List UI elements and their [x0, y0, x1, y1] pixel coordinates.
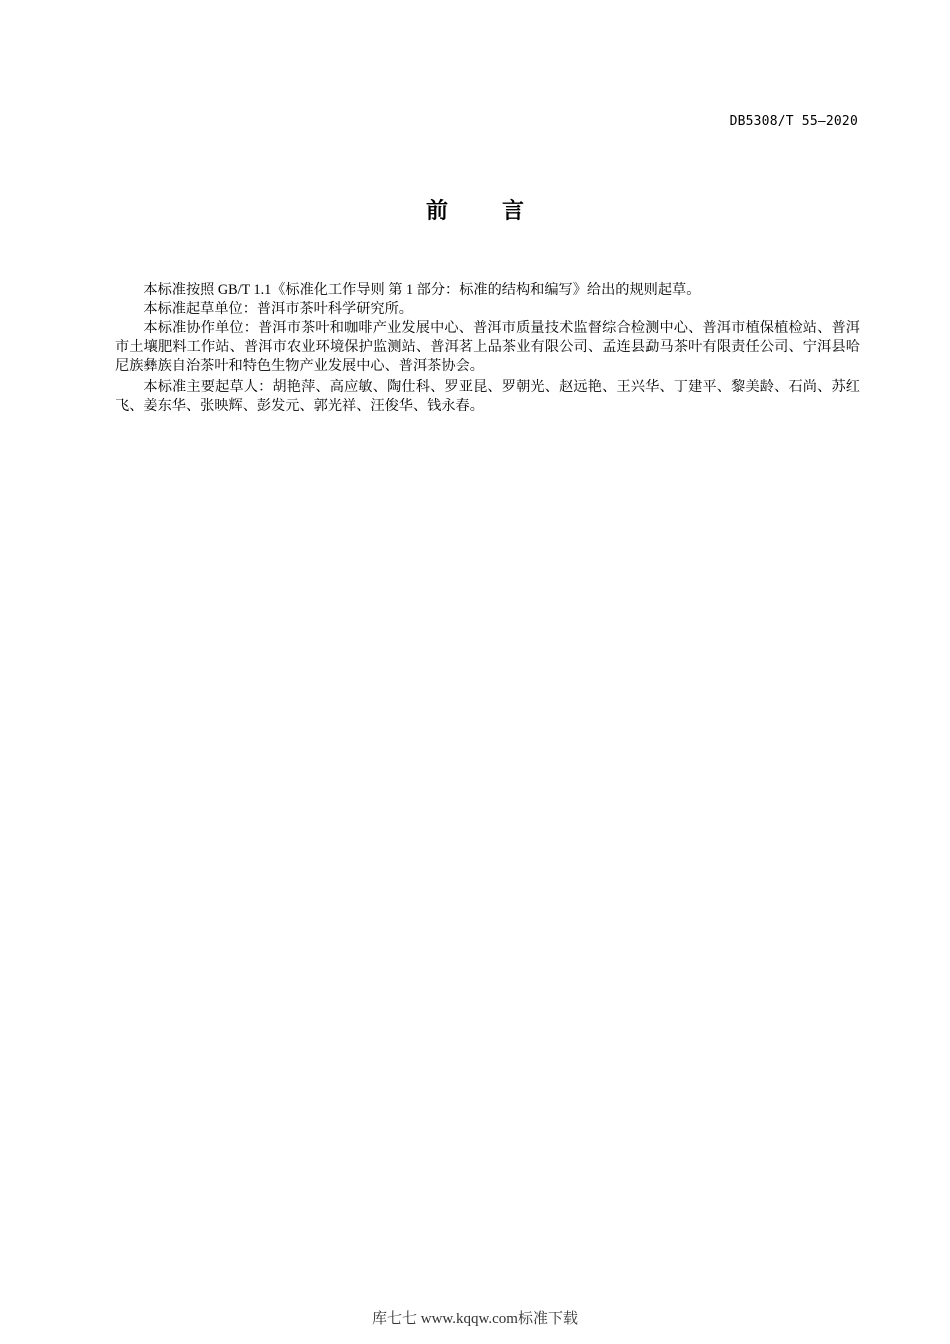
- paragraph-drafters: 本标准主要起草人：胡艳萍、高应敏、陶仕科、罗亚昆、罗朝光、赵远艳、王兴华、丁建平、黎美龄、石尚、苏红飞、姜东华、张映辉、彭发元、郭光祥、汪俊华、钱永春。: [115, 379, 860, 414]
- footer-watermark: 库七七 www.kqqw.com标准下载: [372, 1311, 578, 1327]
- foreword-body: [115, 281, 860, 418]
- paragraph-drafting-rules: 本标准按照 GB/T 1.1《标准化工作导则 第 1 部分：标准的结构和编写》给出的规则起草。: [143, 282, 701, 298]
- document-code: DB5308/T 55—2020: [729, 114, 858, 129]
- page-title: 前言: [425, 199, 578, 224]
- paragraph-cooperating-units: 本标准协作单位：普洱市茶叶和咖啡产业发展中心、普洱市质量技术监督综合检测中心、普洱市植保植检站、普洱市土壤肥料工作站、普洱市农业环境保护监测站、普洱茗上品茶业有限公司、孟连县勐马茶叶有限责任公司、宁洱县哈尼族彝族自治茶叶和特色生物产业发展中心、普洱茶协会。: [115, 320, 860, 374]
- paragraph-drafting-unit: 本标准起草单位：普洱市茶叶科学研究所。: [143, 301, 413, 317]
